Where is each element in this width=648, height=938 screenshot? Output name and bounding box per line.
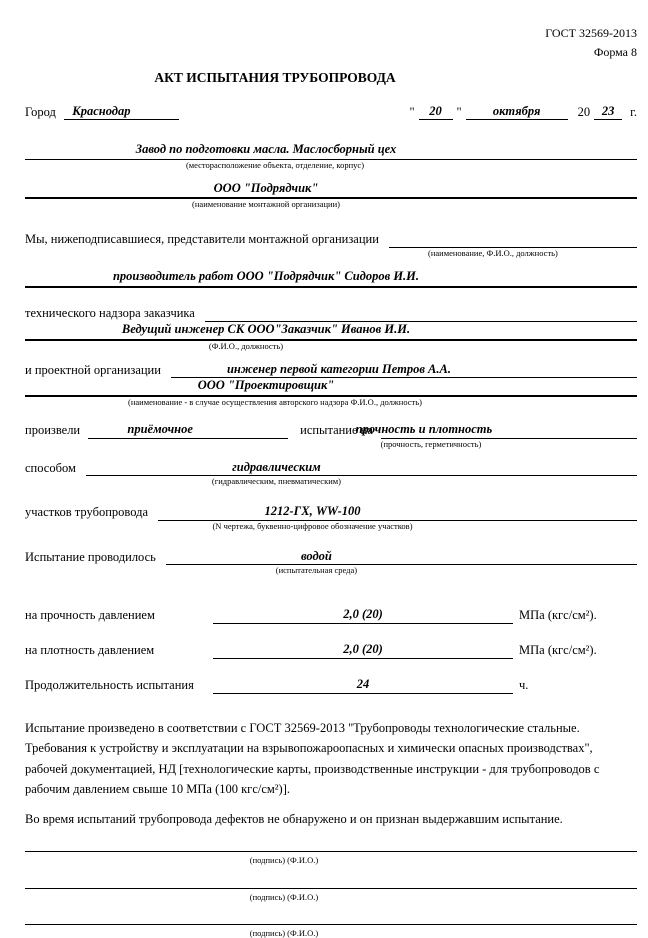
design-org-caption: (наименование - в случае осуществления авторского надзора Ф.И.О., должность): [0, 397, 581, 408]
design-org-value: ООО "Проектировщик": [198, 378, 335, 392]
city-date-row: [25, 103, 637, 120]
date-year-suffix: г.: [630, 105, 637, 121]
sections-row: [25, 504, 637, 521]
medium-caption-seg: [166, 565, 637, 576]
strength-value: 2,0 (20): [343, 607, 383, 623]
medium-caption-row: [25, 565, 637, 581]
form-number: Форма 8: [25, 43, 637, 62]
date-month: октября: [493, 104, 541, 120]
sections-caption-row: [25, 521, 637, 537]
method-caption: (гидравлическим, пневматическим): [1, 476, 552, 487]
strength-unit: МПа (кгс/см²).: [519, 608, 597, 624]
performed-row: [25, 422, 637, 439]
date-day: 20: [429, 104, 442, 120]
method-caption-seg: [86, 476, 637, 487]
tech-supervision-value: Ведущий инженер СК ООО"Заказчик" Иванов И.И.: [122, 322, 410, 336]
duration-value: 24: [357, 677, 370, 693]
installer-representative-value: производитель работ ООО "Подрядчик" Сидоров И.И.: [113, 269, 419, 283]
signature-caption: (подпись) (Ф.И.О.): [0, 855, 590, 866]
duration-unit: ч.: [519, 678, 528, 694]
signature-line: [25, 851, 637, 852]
test-kind-value: приёмочное: [127, 422, 193, 438]
tightness-value: 2,0 (20): [343, 642, 383, 658]
signature-caption: (подпись) (Ф.И.О.): [0, 892, 590, 903]
test-target-caption: (прочность, герметичность): [310, 439, 552, 450]
method-label: способом: [25, 461, 76, 477]
date-close-quote: ": [457, 105, 462, 121]
duration-row: [25, 677, 637, 694]
conclusion-paragraph: Во время испытаний трубопровода дефектов не обнаружено и он признан выдержавшим испытание.: [25, 809, 637, 829]
object-location-caption: (месторасположение объекта, отделение, корпус): [0, 160, 581, 171]
sections-label: участков трубопровода: [25, 505, 148, 521]
city-label: Город: [25, 105, 56, 121]
strength-row: [25, 607, 637, 624]
contractor-line: [25, 181, 637, 200]
document-header: [25, 24, 637, 62]
city-value-underline: [64, 103, 179, 120]
we-intro-row: [25, 232, 637, 248]
city-value: Краснодар: [72, 104, 130, 120]
doc-title: АКТ ИСПЫТАНИЯ ТРУБОПРОВОДА: [0, 70, 581, 87]
we-caption-seg: [389, 248, 637, 259]
design-person-value: инженер первой категории Петров А.А.: [227, 362, 451, 378]
sections-caption: (N чертежа, буквенно-цифровое обозначение участков): [73, 521, 552, 532]
duration-label: Продолжительность испытания: [25, 678, 213, 694]
design-person-underline: [171, 361, 637, 378]
tech-supervision-caption: (Ф.И.О., должность): [0, 341, 552, 352]
tightness-label: на плотность давлением: [25, 643, 213, 659]
sections-underline: [158, 504, 637, 521]
medium-row: [25, 548, 637, 565]
strength-underline: [213, 607, 513, 624]
medium-label: Испытание проводилось: [25, 550, 156, 566]
date-open-quote: ": [409, 105, 414, 121]
date-block: [409, 103, 637, 120]
signature-line: [25, 888, 637, 889]
contractor-caption: (наименование монтажной организации): [0, 199, 572, 210]
signature-line: [25, 924, 637, 925]
test-target-caption-row: [25, 439, 637, 450]
test-target-caption-seg: [395, 439, 637, 450]
duration-underline: [213, 677, 513, 694]
performed-label: произвели: [25, 423, 80, 439]
date-year: 23: [602, 104, 615, 120]
date-day-underline: [419, 103, 453, 120]
design-org-row: [25, 361, 637, 378]
test-target-value: прочность и плотность: [356, 422, 493, 438]
method-underline: [86, 459, 637, 476]
design-org-line: [25, 378, 637, 397]
test-target-underline: [381, 422, 637, 439]
tech-supervision-label: технического надзора заказчика: [25, 306, 195, 322]
sections-caption-seg: [158, 521, 637, 532]
method-row: [25, 459, 637, 476]
design-org-label: и проектной организации: [25, 363, 161, 379]
object-location-line: [25, 142, 637, 160]
tech-supervision-row: [25, 306, 637, 322]
test-on-label: испытание на: [300, 423, 373, 439]
tech-supervision-line: [25, 322, 637, 341]
we-intro-text: Мы, нижеподписавшиеся, представители монтажной организации: [25, 232, 379, 248]
date-century: 20: [578, 105, 591, 121]
installer-representative-line: [25, 269, 637, 288]
medium-underline: [166, 548, 637, 565]
medium-value: водой: [301, 549, 332, 565]
method-caption-row: [25, 476, 637, 492]
test-kind-underline: [88, 422, 288, 439]
we-caption: (наименование, Ф.И.О., должность): [369, 248, 617, 259]
we-underline: [389, 232, 637, 248]
medium-caption: (испытательная среда): [81, 565, 552, 576]
compliance-paragraph: Испытание произведено в соответствии с ГОСТ 32569-2013 "Трубопроводы технологические стальные. Требования к устройству и эксплуатации на взрывопожароопасных и химически опасных производствах", рабочей документацией, НД [технологические карты, производственные инструкции - для трубопроводов с рабочим давлением свыше 10 МПа (100 кгс/см²)].: [25, 718, 637, 799]
tightness-underline: [213, 642, 513, 659]
we-caption-row: [25, 248, 637, 264]
date-year-underline: [594, 103, 622, 120]
contractor-name-value: ООО "Подрядчик": [214, 181, 319, 195]
tech-supervision-underline: [205, 306, 637, 322]
tightness-unit: МПа (кгс/см²).: [519, 643, 597, 659]
gost-number: ГОСТ 32569-2013: [25, 24, 637, 43]
signature-caption: (подпись) (Ф.И.О.): [0, 928, 590, 938]
sections-value: 1212-ГХ, WW-100: [265, 504, 361, 520]
object-location-value: Завод по подготовки масла. Маслосборный цех: [136, 142, 397, 156]
tightness-row: [25, 642, 637, 659]
method-value: гидравлическим: [232, 460, 321, 476]
strength-label: на прочность давлением: [25, 608, 213, 624]
date-month-underline: [466, 103, 568, 120]
